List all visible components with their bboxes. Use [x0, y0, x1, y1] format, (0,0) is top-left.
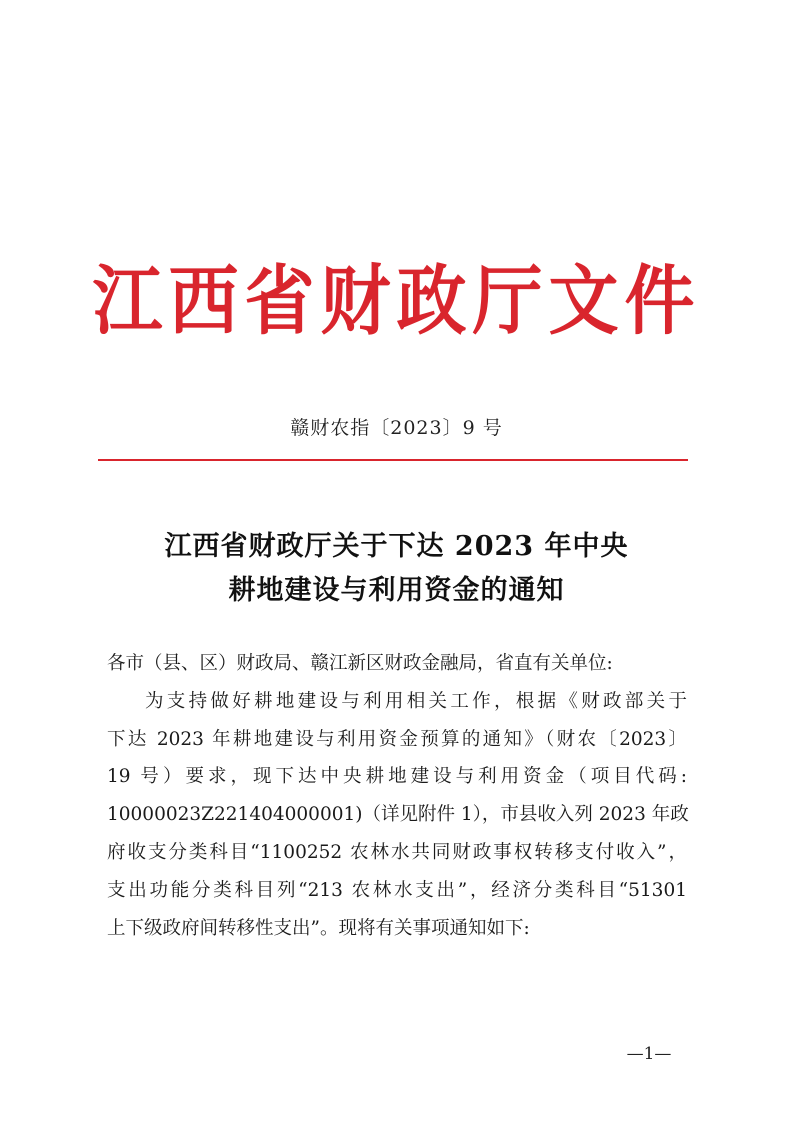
document-title-line-1: 江西省财政厅关于下达 2023 年中央 — [164, 531, 629, 562]
document-title-line-2: 耕地建设与利用资金的通知 — [228, 575, 565, 606]
document-title — [0, 525, 793, 613]
paragraph-line: 10000023Z221404000001)（详见附件 1），市县收入列 2023 年政 — [107, 804, 689, 826]
red-divider-line — [98, 459, 688, 461]
document-masthead: 江西省财政厅文件 — [92, 256, 701, 346]
document-number: 赣财农指〔2023〕9 号 — [290, 417, 503, 439]
document-body — [107, 645, 687, 947]
paragraph-line: 下达 2023 年耕地建设与利用资金预算的通知》（财农〔2023〕 — [107, 728, 687, 750]
paragraph-line: 为支持做好耕地建设与利用相关工作，根据《财政部关于 — [145, 690, 687, 712]
paragraph-line: 19 号）要求，现下达中央耕地建设与利用资金（项目代码: — [107, 766, 687, 788]
page-number: —1— — [626, 1044, 672, 1064]
paragraph-line: 府收支分类科目“1100252 农林水共同财政事权转移支付收入”， — [107, 841, 687, 863]
paragraph-line: 支出功能分类科目列“213 农林水支出”，经济分类科目“51301 — [107, 879, 687, 901]
paragraph-line: 上下级政府间转移性支出”。现将有关事项通知如下: — [107, 917, 530, 939]
addressee-line: 各市（县、区）财政局、赣江新区财政金融局，省直有关单位: — [107, 653, 613, 674]
